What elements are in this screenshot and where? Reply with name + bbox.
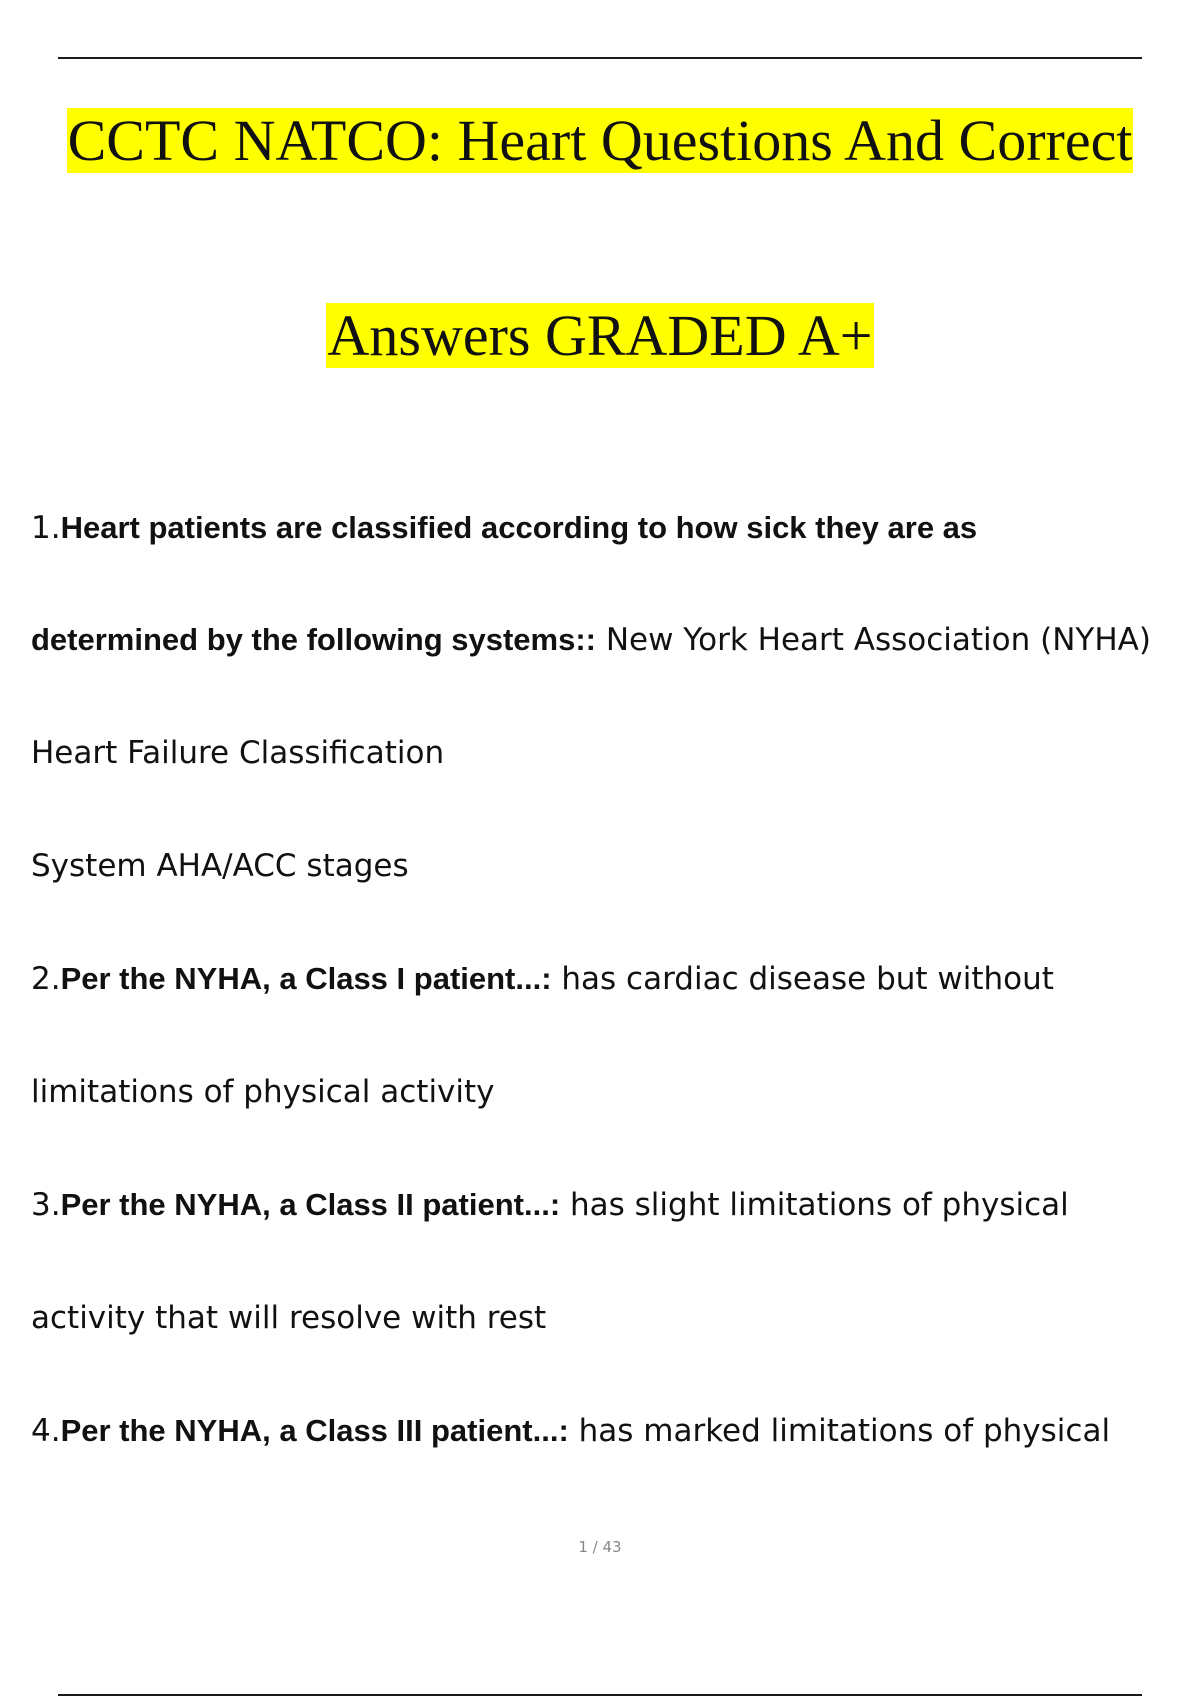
item-2-answer-part-1: has cardiac disease but without bbox=[551, 961, 1054, 997]
item-number: 1. bbox=[31, 510, 61, 546]
item-3-line-2 bbox=[31, 1298, 546, 1338]
item-2-question: Per the NYHA, a Class I patient...: bbox=[60, 961, 552, 996]
item-2-line-1 bbox=[31, 959, 1054, 999]
item-1-answer-part-3: System AHA/ACC stages bbox=[31, 848, 409, 884]
item-number: 2. bbox=[31, 961, 61, 997]
item-3-line-1 bbox=[31, 1185, 1069, 1225]
item-1-answer-part-2: Heart Failure Classification bbox=[31, 735, 445, 771]
item-1-question-part-2: determined by the following systems:: bbox=[31, 622, 596, 657]
item-3-answer-part-2: activity that will resolve with rest bbox=[31, 1300, 547, 1336]
bottom-rule bbox=[58, 1694, 1142, 1696]
top-rule bbox=[58, 57, 1142, 59]
item-number: 3. bbox=[31, 1187, 61, 1223]
item-1-line-3 bbox=[31, 733, 444, 773]
title-highlight-1: CCTC NATCO: Heart Questions And Correct bbox=[67, 108, 1133, 173]
item-1-answer-part-1: New York Heart Association (NYHA) bbox=[595, 622, 1151, 658]
item-1-line-4 bbox=[31, 846, 409, 886]
item-4-line-1 bbox=[31, 1411, 1110, 1451]
document-title-line-1 bbox=[0, 108, 1200, 174]
item-2-answer-part-2: limitations of physical activity bbox=[31, 1074, 495, 1110]
page-indicator: 1 / 43 bbox=[578, 1538, 622, 1556]
title-highlight-2: Answers GRADED A+ bbox=[327, 303, 873, 368]
item-4-question: Per the NYHA, a Class III patient...: bbox=[60, 1413, 569, 1448]
document-title-line-2 bbox=[0, 303, 1200, 369]
item-3-answer-part-1: has slight limitations of physical bbox=[560, 1187, 1069, 1223]
item-number: 4. bbox=[31, 1413, 61, 1449]
item-4-answer-part-1: has marked limitations of physical bbox=[568, 1413, 1111, 1449]
item-3-question: Per the NYHA, a Class II patient...: bbox=[60, 1187, 561, 1222]
item-2-line-2 bbox=[31, 1072, 495, 1112]
item-1-question-part-1: Heart patients are classified according to how sick they are as bbox=[60, 510, 978, 545]
item-1-line-2 bbox=[31, 620, 1151, 660]
item-1-line-1 bbox=[31, 508, 977, 548]
